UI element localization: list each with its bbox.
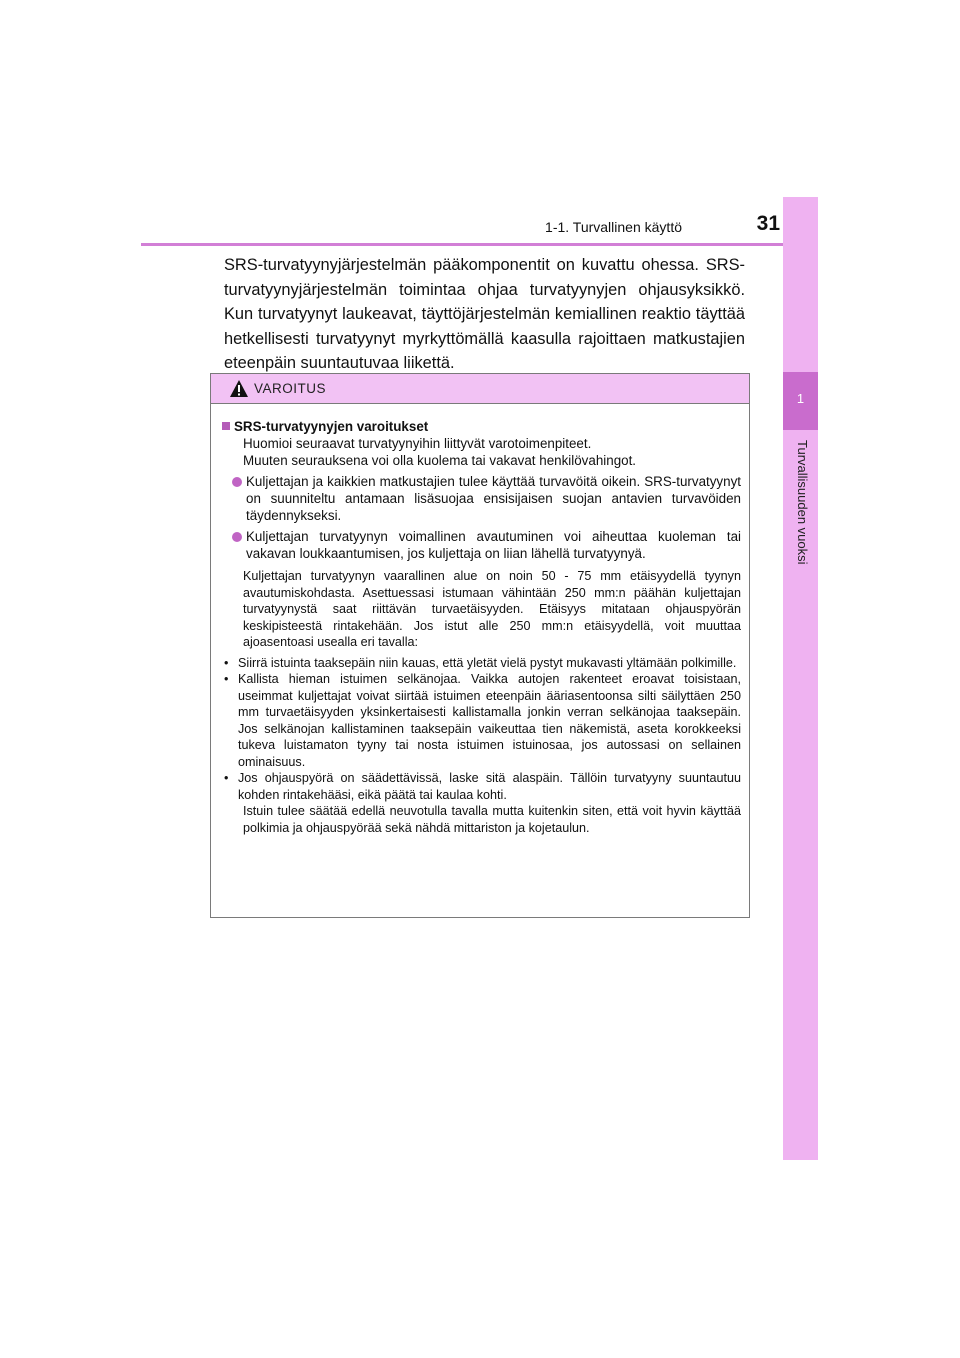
sub-list-item-text: Siirrä istuinta taaksepäin niin kauas, että yletät vielä pystyt mukavasti yltämään polkimille. <box>238 655 737 670</box>
dot-bullet-icon <box>232 532 242 542</box>
chapter-number: 1 <box>796 391 805 406</box>
intro-paragraph <box>224 253 745 376</box>
sub-list-item <box>222 671 741 770</box>
square-bullet-icon <box>222 422 230 430</box>
sub-list-item <box>222 770 741 803</box>
sub-bullet: • <box>224 771 229 785</box>
warning-box <box>210 373 750 918</box>
section-title <box>222 418 741 435</box>
list-item <box>222 473 741 524</box>
header-title: 1-1. Turvallinen käyttö <box>545 219 682 235</box>
warning-label: VAROITUS <box>254 381 327 396</box>
section-intro-line-1: Huomioi seuraavat turvatyynyihin liittyvät varotoimenpiteet. <box>243 436 592 451</box>
sub-list-item-text: Kallista hieman istuimen selkänojaa. Vaikka autojen rakenteet eroavat toisistaan, useimmat kuljettajat voivat siirtää istuimen eteenpäin ääriasentoonsa silti säilyttäen 250 mm turvaetäisyyden yksinkertaisesti kallistamalla jonkin verran selkänojaa taaksepäin. Jos selkänojan kallistaminen taaksepäin vaikeuttaa tien näkemistä, aseta korokkeeksi tukeva luistamaton tyyny tai nosta istuimen istuinosaa, jos autossasi on sellainen ominaisuus. <box>238 672 741 769</box>
section-title-text: SRS-turvatyynyjen varoitukset <box>234 419 429 434</box>
warning-header <box>211 374 749 404</box>
list-item <box>222 528 741 562</box>
warning-triangle-icon <box>229 379 249 398</box>
chapter-label: Turvallisuuden vuoksi <box>795 440 810 565</box>
detail-paragraph: Kuljettajan turvatyynyn vaarallinen alue on noin 50 - 75 mm etäisyydellä tyynyn avautumiskohdasta. Asettuessasi istumaan vähintään 250 mm:n päähän kuljettajan turvatyynystä saat riittävän turvaetäisyyden. Etäisyys mitataan ohjauspyörän keskipisteestä rintakehään. Jos istut alle 250 mm:n etäisyydellä, voit muuttaa ajoasentoasi usealla eri tavalla: <box>243 569 741 649</box>
sub-bullet: • <box>224 655 229 670</box>
side-tab <box>783 197 818 1160</box>
sub-list-item <box>222 655 741 672</box>
sub-list-item-text: Jos ohjauspyörä on säädettävissä, laske sitä alaspäin. Tällöin turvatyyny suuntautuu kohden rintakehääsi, eikä päätä tai kaulaa kohti. <box>238 771 741 802</box>
section-intro <box>222 435 741 469</box>
intro-text: SRS-turvatyynyjärjestelmän pääkomponentit on kuvattu ohessa. SRS-turvatyynyjärjestelmän toimintaa ohjaa turvatyynyjen ohjausyksikkö. Kun turvatyynyt laukeavat, täyttöjärjestelmän kemiallinen reaktio täyttää hetkellisesti turvatyynyt myrkyttömällä kaasulla rajoittaen matkustajien eteenpäin suuntautuvaa liikettä. <box>224 256 745 372</box>
page-number: 31 <box>756 212 780 235</box>
sub-bullet: • <box>224 672 229 686</box>
closing-paragraph: Istuin tulee säätää edellä neuvotulla tavalla mutta kuitenkin siten, että voit hyvin käyttää polkimia ja ohjauspyörää sekä nähdä mittariston ja kojetaulun. <box>243 804 741 835</box>
list-item-text: Kuljettajan ja kaikkien matkustajien tulee käyttää turvavöitä oikein. SRS-turvatyynyt on suunniteltu antamaan lisäsuojaa ensisijaisen suojan antavien turvavöiden täydennykseksi. <box>246 474 741 523</box>
section-intro-line-2: Muuten seurauksena voi olla kuolema tai vakavat henkilövahingot. <box>243 453 637 468</box>
dot-bullet-icon <box>232 477 242 487</box>
sub-list <box>222 655 741 804</box>
header-rule <box>141 243 818 246</box>
list-item-text: Kuljettajan turvatyynyn voimallinen avautuminen voi aiheuttaa kuoleman tai vakavan loukkaantumisen, jos kuljettaja on liian lähellä turvatyynyä. <box>246 529 741 561</box>
warning-body <box>211 404 749 836</box>
